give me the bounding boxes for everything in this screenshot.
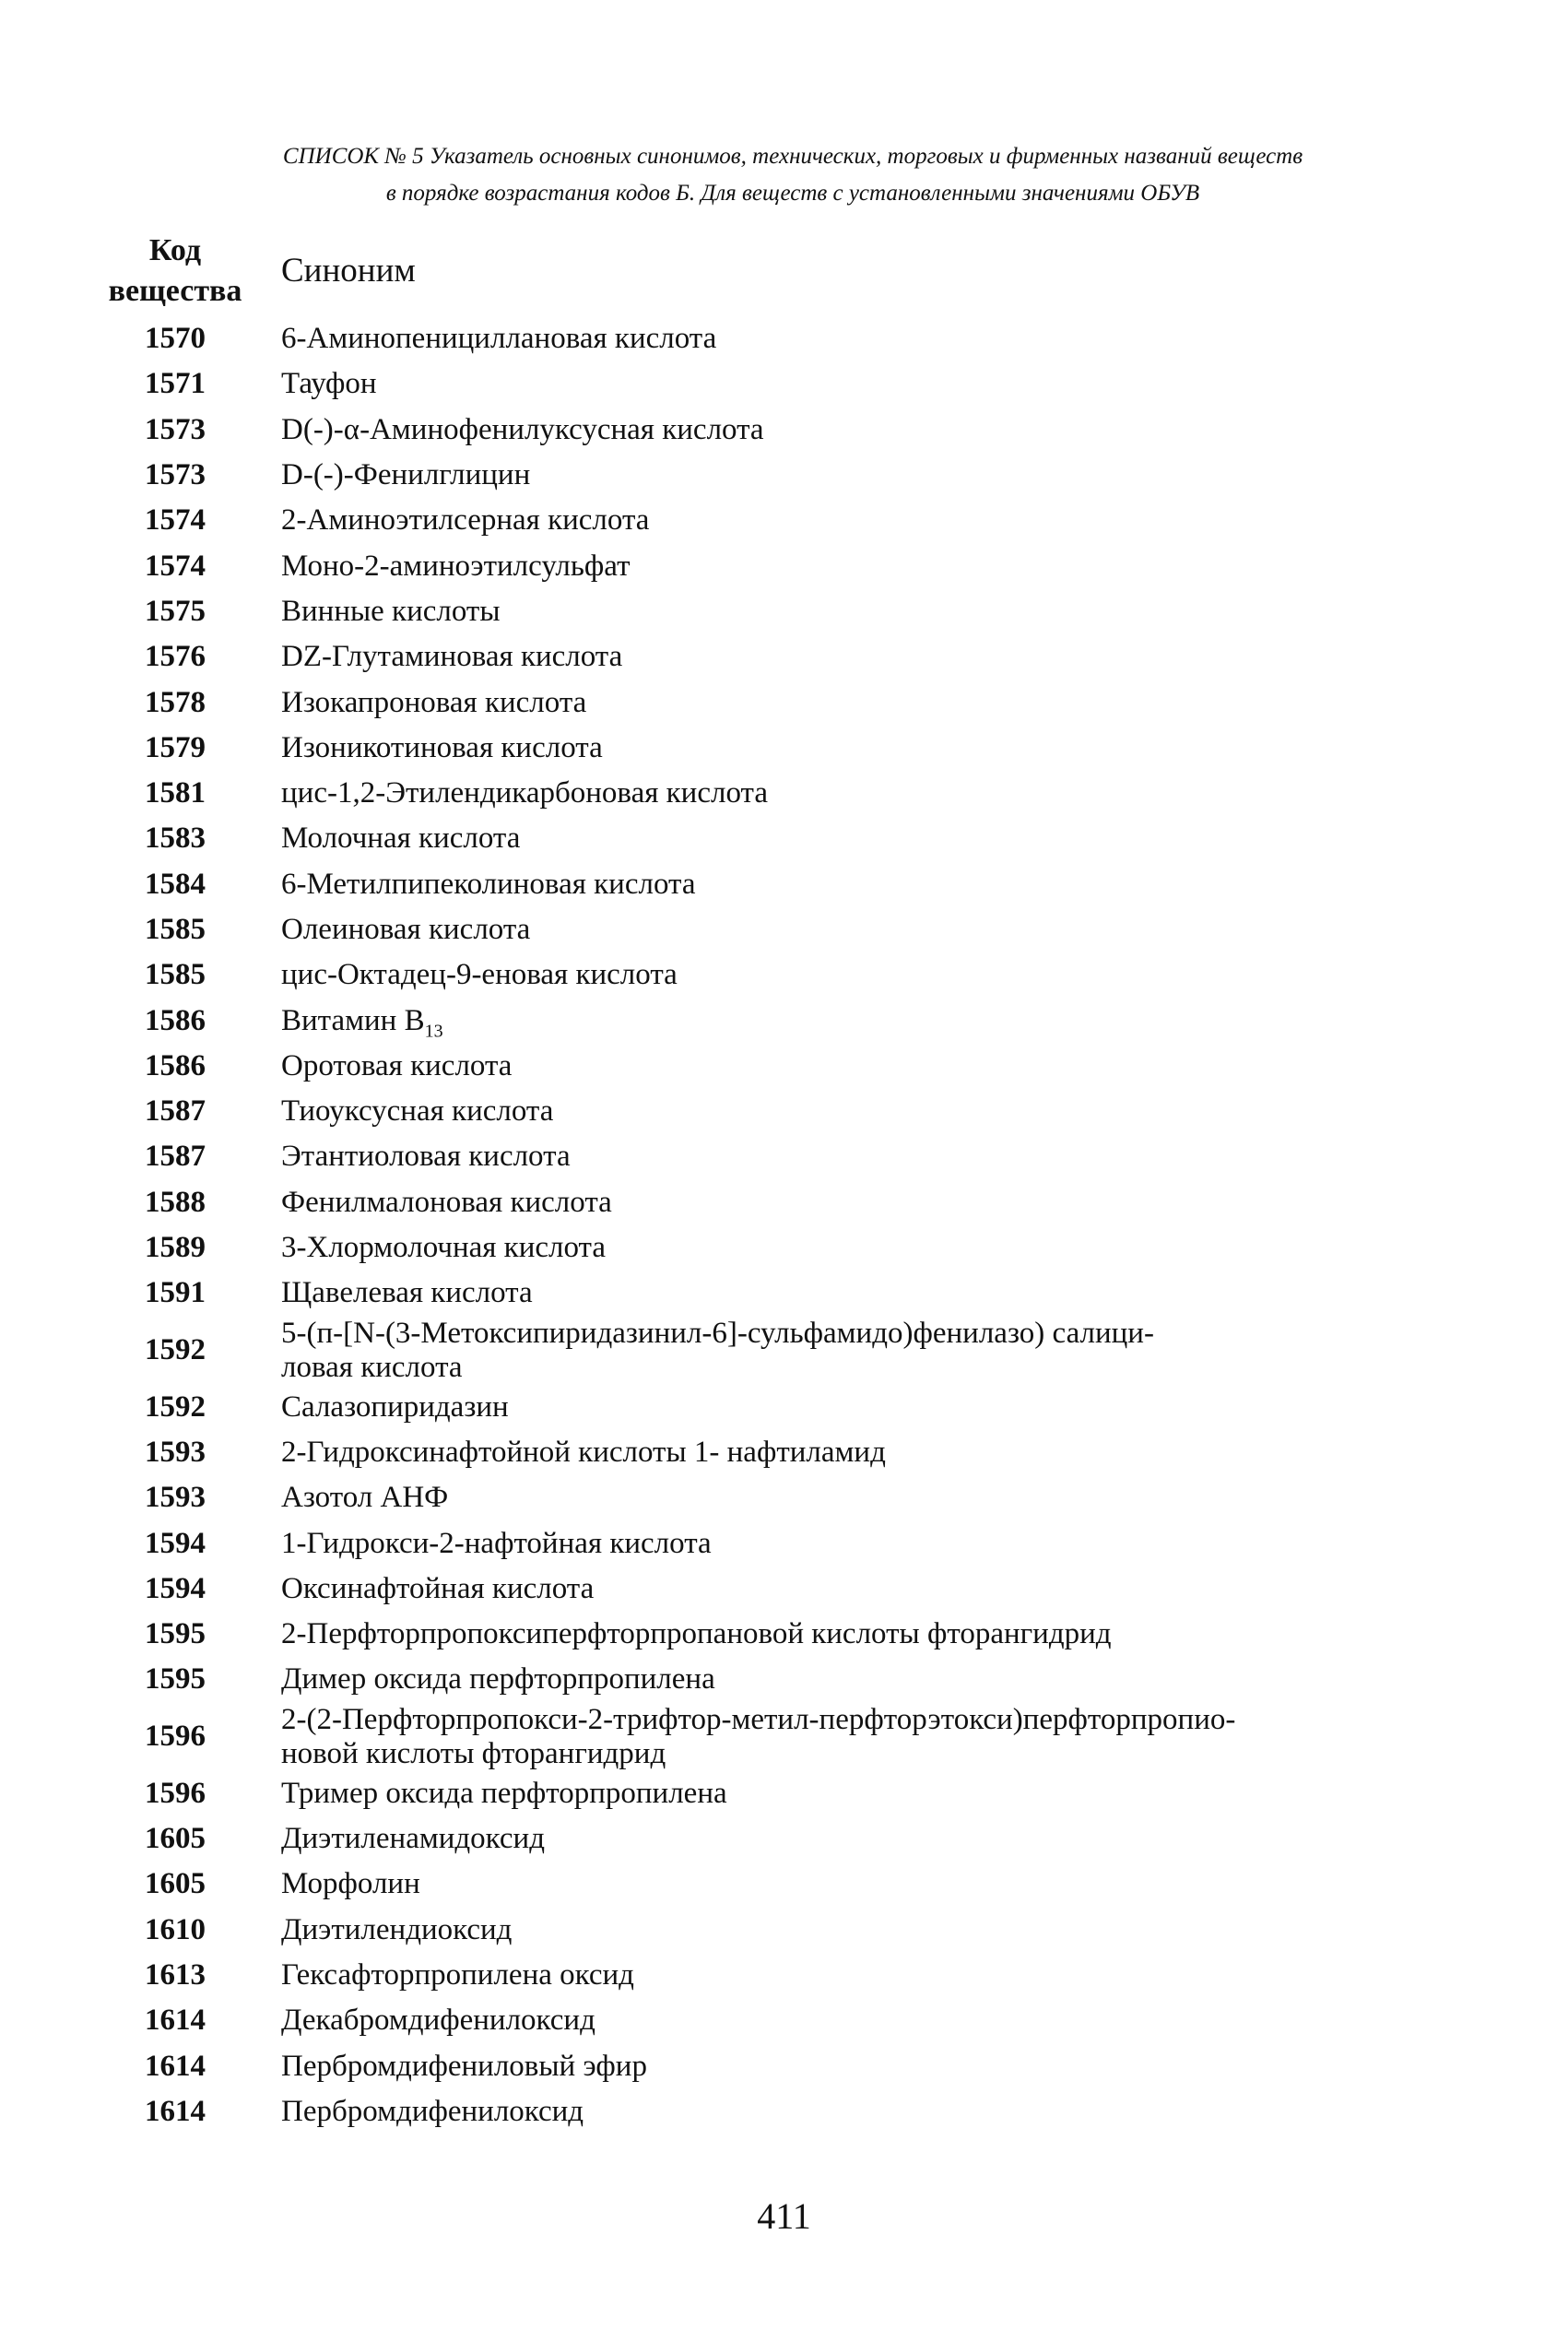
table-row [97, 316, 1480, 361]
synonym-text: 3-Хлормолочная кислота [281, 1231, 607, 1265]
table-row [97, 1475, 1480, 1520]
synonym-text: 1-Гидрокси-2-нафтойная кислота [281, 1526, 712, 1560]
table-row [97, 1908, 1480, 1953]
table-row [97, 1089, 1480, 1134]
table-row [97, 1612, 1480, 1657]
substance-code: 1595 [145, 1617, 206, 1651]
table-row [97, 634, 1480, 680]
table-row [97, 1430, 1480, 1475]
table-row [97, 680, 1480, 725]
substance-code: 1588 [145, 1185, 206, 1219]
table-row [97, 862, 1480, 907]
substance-code: 1576 [145, 640, 206, 674]
table-row [97, 1998, 1480, 2043]
synonym-cell [281, 413, 1397, 447]
substance-code: 1610 [145, 1912, 206, 1946]
synonym-cell [281, 1094, 1397, 1129]
synonym-text: D-(-)-Фенилглицин [281, 458, 531, 492]
substance-code: 1574 [145, 549, 206, 583]
code-header-line-1: Код [148, 233, 202, 267]
synonym-column-header: Синоним [281, 252, 416, 290]
table-row [97, 952, 1480, 998]
substance-code: 1584 [145, 867, 206, 901]
synonym-cell [281, 1049, 1397, 1083]
synonym-cell [281, 1662, 1397, 1697]
synonym-cell [281, 1867, 1397, 1901]
substance-code: 1605 [145, 1867, 206, 1901]
table-row [97, 1771, 1480, 1816]
table-row [97, 816, 1480, 861]
synonym-cell [281, 458, 1397, 492]
substance-code: 1594 [145, 1571, 206, 1605]
synonym-text: Изокапроновая кислота [281, 685, 587, 719]
synonym-cell [281, 1572, 1397, 1606]
synonym-cell [281, 1958, 1397, 1992]
table-row [97, 589, 1480, 634]
substance-code: 1586 [145, 1003, 206, 1037]
synonym-cell [281, 1436, 1397, 1470]
synonym-text: Витамин B [281, 1003, 425, 1037]
code-column-header [97, 231, 253, 312]
substance-code: 1613 [145, 1957, 206, 1992]
synonym-cell [281, 1003, 1397, 1042]
table-row [97, 907, 1480, 952]
synonym-cell [281, 503, 1397, 538]
substance-code: 1578 [145, 685, 206, 719]
substance-code: 1587 [145, 1140, 206, 1174]
synonym-cell [281, 1617, 1397, 1651]
synonym-text: Диэтиленамидоксид [281, 1822, 545, 1856]
substance-code: 1614 [145, 2004, 206, 2038]
synonym-text: Фенилмалоновая кислота [281, 1185, 612, 1219]
synonym-text: D(-)-α-Аминофенилуксусная кислота [281, 412, 764, 446]
table-row [97, 408, 1480, 453]
synonym-cell [281, 822, 1397, 856]
synonym-text: Пербромдифенилоксид [281, 2094, 584, 2128]
synonym-cell [281, 868, 1397, 902]
synonym-cell [281, 1390, 1397, 1425]
substance-code: 1589 [145, 1231, 206, 1265]
synonym-text: Олеиновая кислота [281, 913, 531, 946]
table-row [97, 1953, 1480, 1998]
synonym-cell [281, 2050, 1397, 2084]
synonym-text: 2-(2-Перфторпропокси-2-трифтор-метил-перфторэтокси)перфторпропио- [281, 1702, 1236, 1736]
synonym-text: DZ-Глутаминовая кислота [281, 640, 623, 674]
synonym-cell [281, 1186, 1397, 1220]
substance-code: 1614 [145, 2049, 206, 2083]
synonym-cell [281, 1317, 1397, 1385]
header-line-2: в порядке возрастания кодов Б. Для веществ с установленными значениями ОБУВ [385, 181, 1200, 206]
substance-code: 1596 [145, 1776, 206, 1810]
code-header-line-2: вещества [108, 274, 242, 308]
table-row [97, 498, 1480, 543]
table-row [97, 1044, 1480, 1089]
page-number: 411 [757, 2195, 811, 2237]
table-row [97, 771, 1480, 816]
synonym-table [97, 316, 1480, 2134]
synonym-text: Тиоуксусная кислота [281, 1094, 554, 1129]
synonym-cell [281, 1140, 1397, 1174]
table-row [97, 1816, 1480, 1862]
synonym-cell [281, 640, 1397, 674]
table-row [97, 1520, 1480, 1566]
table-row [97, 361, 1480, 407]
synonym-text: Оксинафтойная кислота [281, 1571, 595, 1605]
synonym-cell [281, 1777, 1397, 1811]
synonym-text: 2-Перфторпропоксиперфторпропановой кислоты фторангидрид [281, 1617, 1112, 1651]
synonym-cell [281, 1276, 1397, 1310]
synonym-cell [281, 550, 1397, 584]
table-row [97, 1567, 1480, 1612]
table-row [97, 998, 1480, 1043]
substance-code: 1592 [145, 1389, 206, 1424]
table-row [97, 1225, 1480, 1271]
synonym-cell [281, 595, 1397, 629]
substance-code: 1579 [145, 730, 206, 764]
synonym-text: 2-Гидроксинафтойной кислоты 1- нафтиламид [281, 1435, 886, 1469]
synonym-text: Салазопиридазин [281, 1389, 509, 1424]
synonym-text: Молочная кислота [281, 822, 521, 856]
substance-code: 1585 [145, 958, 206, 992]
synonym-cell [281, 367, 1397, 401]
synonym-text: Димер оксида перфторпропилена [281, 1662, 715, 1697]
synonym-cell [281, 731, 1397, 765]
table-row [97, 1317, 1480, 1385]
synonym-text: 2-Аминоэтилсерная кислота [281, 503, 650, 538]
substance-code: 1605 [145, 1822, 206, 1856]
table-row [97, 1703, 1480, 1771]
synonym-cell [281, 913, 1397, 947]
synonym-cell [281, 2095, 1397, 2129]
synonym-text: Декабромдифенилоксид [281, 2004, 595, 2038]
table-row [97, 2043, 1480, 2088]
synonym-text: Диэтилендиоксид [281, 1912, 513, 1946]
substance-code: 1570 [145, 322, 206, 356]
synonym-text: Пербромдифениловый эфир [281, 2049, 647, 2083]
substance-code: 1595 [145, 1662, 206, 1697]
synonym-text: цис-Октадец-9-еновая кислота [281, 958, 678, 992]
synonym-text-continued: новой кислоты фторангидрид [281, 1736, 666, 1770]
substance-code: 1594 [145, 1526, 206, 1560]
synonym-text: цис-1,2-Этилендикарбоновая кислота [281, 776, 768, 810]
substance-code: 1596 [145, 1720, 206, 1754]
synonym-cell [281, 1703, 1397, 1771]
substance-code: 1593 [145, 1481, 206, 1515]
synonym-cell [281, 1822, 1397, 1856]
table-row [97, 2089, 1480, 2134]
synonym-text: Оротовая кислота [281, 1048, 513, 1082]
synonym-text: Моно-2-аминоэтилсульфат [281, 549, 631, 583]
substance-code: 1573 [145, 458, 206, 492]
synonym-text: Гексафторпропилена оксид [281, 1957, 634, 1992]
table-row [97, 453, 1480, 498]
synonym-text: Тауфон [281, 367, 377, 401]
substance-code: 1583 [145, 822, 206, 856]
synonym-cell [281, 1481, 1397, 1515]
synonym-cell [281, 322, 1397, 356]
synonym-cell [281, 686, 1397, 720]
substance-code: 1586 [145, 1048, 206, 1082]
synonym-text: Тример оксида перфторпропилена [281, 1776, 727, 1810]
substance-code: 1581 [145, 776, 206, 810]
substance-code: 1592 [145, 1333, 206, 1367]
substance-code: 1614 [145, 2094, 206, 2128]
synonym-subscript: 13 [424, 1021, 443, 1042]
synonym-cell [281, 958, 1397, 992]
synonym-text: 6-Метилпипеколиновая кислота [281, 867, 696, 901]
table-row [97, 1862, 1480, 1907]
table-row [97, 1271, 1480, 1316]
synonym-text: Винные кислоты [281, 594, 501, 628]
table-row [97, 726, 1480, 771]
synonym-cell [281, 2004, 1397, 2038]
header-line-1: СПИСОК № 5 Указатель основных синонимов, технических, торговых и фирменных названий веществ [282, 144, 1303, 169]
table-row [97, 1385, 1480, 1430]
substance-code: 1575 [145, 594, 206, 628]
table-row [97, 1134, 1480, 1179]
substance-code: 1574 [145, 503, 206, 538]
synonym-text: 5-(п-[N-(3-Метоксипиридазинил-6]-сульфамидо)фенилазо) салици- [281, 1316, 1154, 1350]
substance-code: 1571 [145, 367, 206, 401]
page-header [138, 138, 1447, 212]
substance-code: 1587 [145, 1094, 206, 1129]
synonym-text: Этантиоловая кислота [281, 1140, 571, 1174]
substance-code: 1593 [145, 1435, 206, 1469]
synonym-cell [281, 1913, 1397, 1947]
synonym-text: Азотол АНФ [281, 1481, 449, 1515]
synonym-text: Морфолин [281, 1867, 420, 1901]
table-row [97, 1180, 1480, 1225]
synonym-text: Щавелевая кислота [281, 1276, 533, 1310]
synonym-text: Изоникотиновая кислота [281, 730, 603, 764]
synonym-text: 6-Аминопенициллановая кислота [281, 322, 717, 356]
synonym-text-continued: ловая кислота [281, 1350, 463, 1384]
table-row [97, 543, 1480, 588]
synonym-cell [281, 1231, 1397, 1265]
substance-code: 1573 [145, 412, 206, 446]
substance-code: 1591 [145, 1276, 206, 1310]
synonym-cell [281, 1527, 1397, 1561]
table-row [97, 1657, 1480, 1702]
synonym-cell [281, 776, 1397, 810]
substance-code: 1585 [145, 913, 206, 946]
